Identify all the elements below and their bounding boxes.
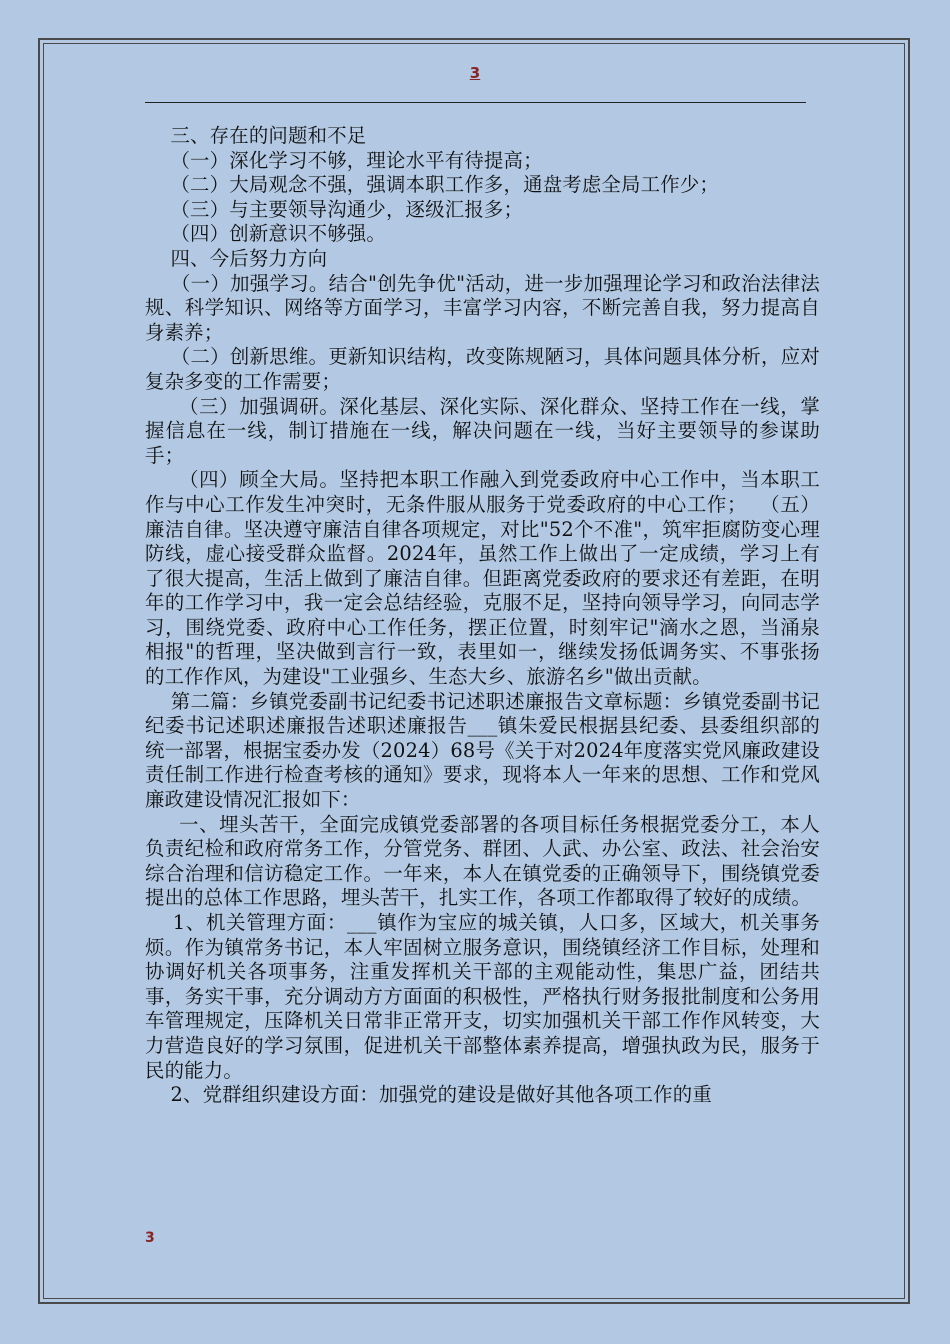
header-page-number: 3 bbox=[469, 64, 481, 82]
header-rule bbox=[145, 102, 806, 103]
paragraph: （一）加强学习。结合"创先争优"活动，进一步加强理论学习和政治法律法规、科学知识、网络等方面学习，丰富学习内容，不断完善自我，努力提高自身素养； bbox=[145, 271, 820, 344]
paragraph: 四、今后努力方向 bbox=[145, 246, 328, 270]
paragraph: （二）创新思维。更新知识结构，改变陈规陋习，具体问题具体分析，应对复杂多变的工作需要； bbox=[145, 345, 820, 393]
paragraph: （一）深化学习不够，理论水平有待提高； bbox=[145, 148, 543, 172]
document-body bbox=[145, 124, 820, 1108]
paragraph: （四）顾全大局。坚持把本职工作融入到党委政府中心工作中，当本职工作与中心工作发生冲突时，无条件服从服务于党委政府的中心工作； （五）廉洁自律。坚决遵守廉洁自律各项规定，对比"52个不准"，筑牢拒腐防变心理防线，虚心接受群众监督。2024年，虽然工作上做出了一定成绩，学习上有了很大提高，生活上做到了廉洁自律。但距离党委政府的要求还有差距，在明年的工作学习中，我一定会总结经验，克服不足，坚持向领导学习，向同志学习，围绕党委、政府中心工作任务，摆正位置，时刻牢记"滴水之恩，当涌泉相报"的哲理，坚决做到言行一致，表里如一，继续发扬低调务实、不事张扬的工作作风，为建设"工业强乡、生态大乡、旅游名乡"做出贡献。 bbox=[145, 468, 820, 689]
paragraph: （三）加强调研。深化基层、深化实际、深化群众、坚持工作在一线，掌握信息在一线，制订措施在一线，解决问题在一线，当好主要领导的参谋助手； bbox=[145, 394, 820, 467]
paragraph: 三、存在的问题和不足 bbox=[145, 124, 367, 147]
paragraph: 第二篇：乡镇党委副书记纪委书记述职述廉报告文章标题：乡镇党委副书记纪委书记述职述廉报告述职述廉报告___镇朱爱民根据县纪委、县委组织部的统一部署，根据宝委办发（2024）68号《关于对2024年度落实党风廉政建设责任制工作进行检查考核的通知》要求，现将本人一年来的思想、工作和党风廉政建设情况汇报如下： bbox=[145, 689, 820, 812]
footer-page-number: 3 bbox=[145, 1230, 155, 1246]
paragraph: 1、机关管理方面：___镇作为宝应的城关镇，人口多，区域大，机关事务烦。作为镇常务书记，本人牢固树立服务意识，围绕镇经济工作目标，处理和协调好机关各项事务，注重发挥机关干部的主观能动性，集思广益，团结共事，务实干事，充分调动方方面面的积极性，严格执行财务报批制度和公务用车管理规定，压降机关日常非正常开支，切实加强机关干部工作作风转变，大力营造良好的学习氛围，促进机关干部整体素养提高，增强执政为民，服务于民的能力。 bbox=[145, 911, 820, 1082]
paragraph: 2、党群组织建设方面：加强党的建设是做好其他各项工作的重 bbox=[145, 1083, 712, 1107]
paragraph: （三）与主要领导沟通少，逐级汇报多； bbox=[145, 197, 524, 221]
paragraph: 一、埋头苦干，全面完成镇党委部署的各项目标任务根据党委分工，本人负责纪检和政府常务工作，分管党务、群团、人武、办公室、政法、社会治安综合治理和信访稳定工作。一年来，本人在镇党委的正确领导下，围绕镇党委提出的总体工作思路，埋头苦干，扎实工作，各项工作都取得了较好的成绩。 bbox=[145, 812, 820, 910]
paragraph: （四）创新意识不够强。 bbox=[145, 222, 386, 246]
paragraph: （二）大局观念不强，强调本职工作多，通盘考虑全局工作少； bbox=[145, 173, 720, 197]
